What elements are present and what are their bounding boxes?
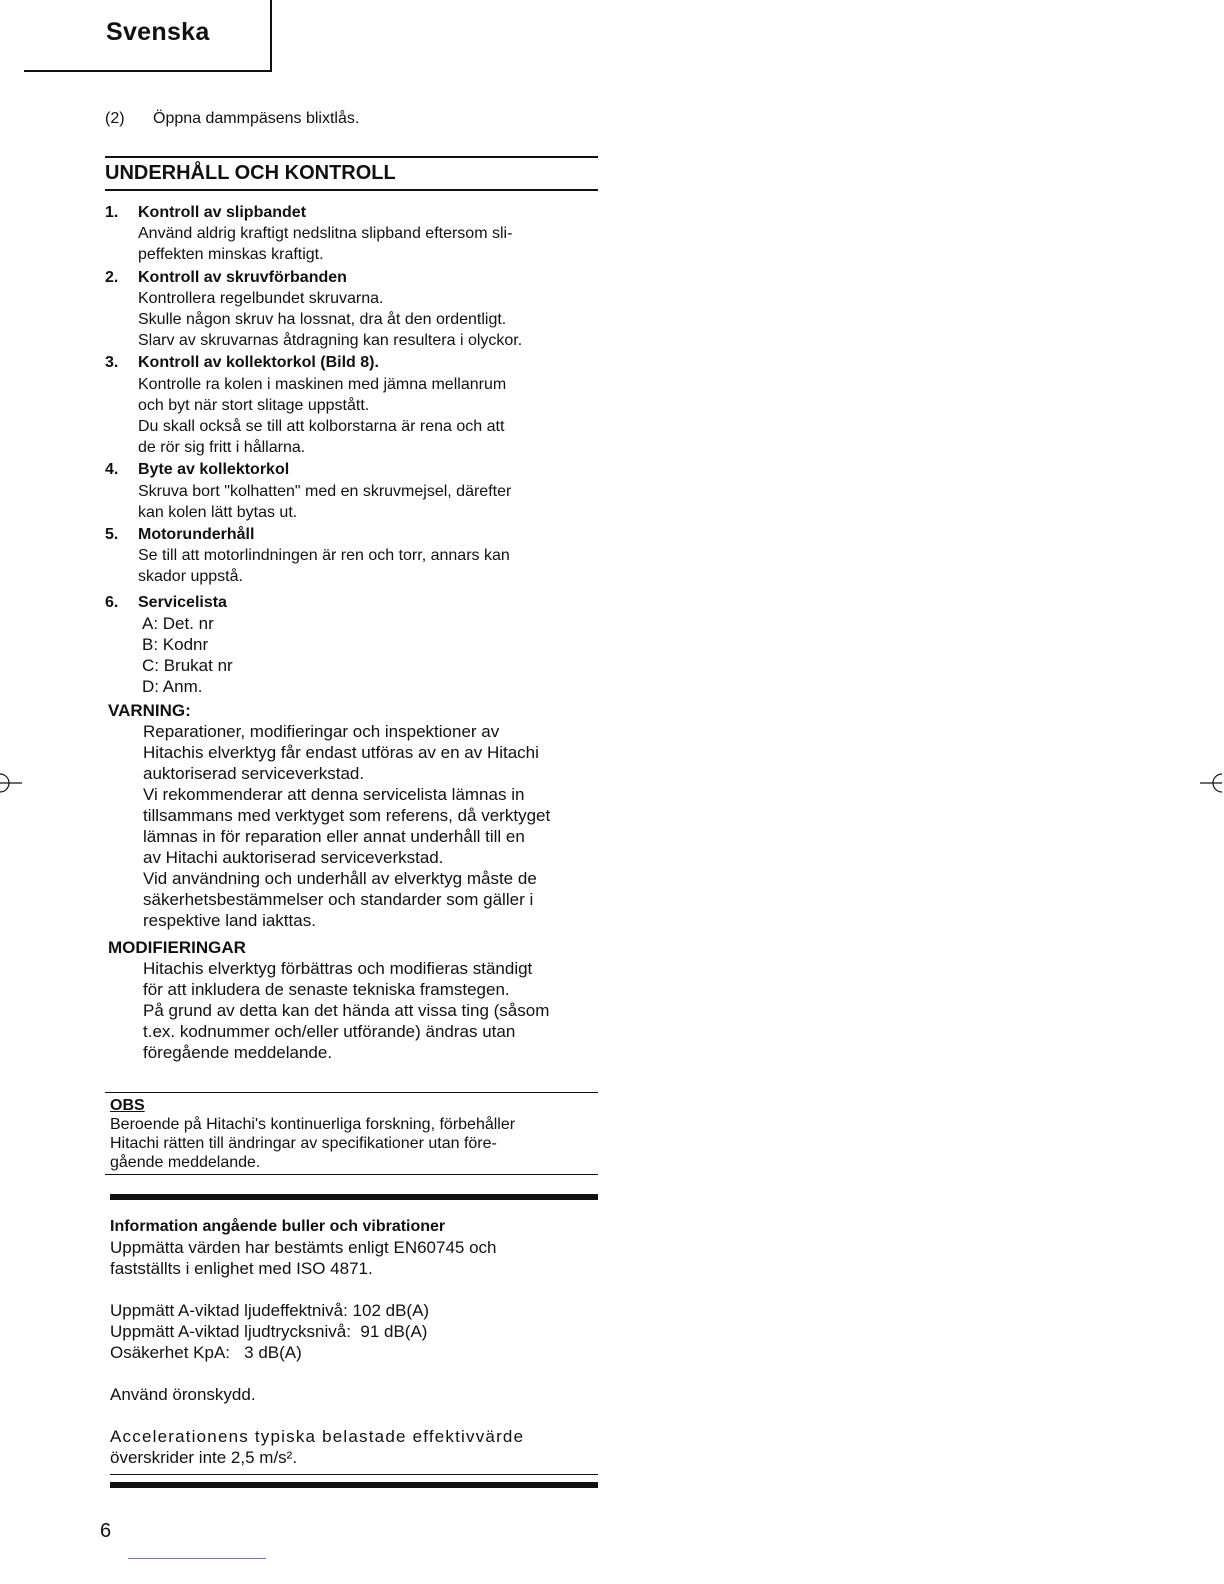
obs-heading: OBS <box>110 1097 145 1114</box>
info-thick-rule <box>110 1482 598 1488</box>
modifications-heading: MODIFIERINGAR <box>108 938 246 958</box>
list-item <box>105 524 600 588</box>
noise-line: Uppmätta värden har bestämts enligt EN60745 och <box>110 1238 497 1257</box>
step-instruction <box>105 110 359 128</box>
service-list-entry: A: Det. nr <box>142 613 214 633</box>
noise-measurement: Uppmätt A-viktad ljudeffektnivå: 102 dB(A) <box>110 1301 430 1320</box>
warning-line: Hitachis elverktyg får endast utföras av en av Hitachi <box>143 743 539 763</box>
list-item <box>105 267 600 352</box>
item-number: 3. <box>105 354 119 372</box>
warning-line: auktoriserad serviceverkstad. <box>143 764 365 784</box>
noise-measurement: Osäkerhet KpA: 3 dB(A) <box>110 1343 302 1362</box>
item-line: Se till att motorlindningen är ren och torr, annars kan <box>138 547 510 565</box>
page-number: 6 <box>100 1520 112 1542</box>
service-list <box>138 613 600 697</box>
warning-line: säkerhetsbestämmelser och standarder som gäller i <box>143 890 534 910</box>
obs-line: gående meddelande. <box>110 1154 261 1171</box>
step-number: (2) <box>105 110 125 127</box>
vibration-line: överskrider inte 2,5 m/s². <box>110 1448 298 1467</box>
item-heading: Kontroll av skruvförbanden <box>138 268 347 286</box>
service-list-entry: D: Anm. <box>142 676 203 696</box>
section-title: UNDERHÅLL OCH KONTROLL <box>105 162 396 184</box>
item-heading: Motorunderhåll <box>138 526 255 544</box>
section-bottom-rule <box>105 189 598 191</box>
item-line: Slarv av skruvarnas åtdragning kan resultera i olyckor. <box>138 332 523 350</box>
noise-heading: Information angående buller och vibrationer <box>110 1218 446 1235</box>
warning-line: Vid användning och underhåll av elverktyg måste de <box>143 869 537 889</box>
footer-line <box>128 1558 266 1559</box>
item-line: Kontrolle ra kolen i maskinen med jämna mellanrum <box>138 375 507 393</box>
warning-line: tillsammans med verktyget som referens, då verktyget <box>143 806 551 826</box>
modifications-line: för att inkludera de senaste tekniska framstegen. <box>143 980 510 1000</box>
info-bottom-rule <box>110 1474 598 1475</box>
item-line: de rör sig fritt i hållarna. <box>138 439 306 457</box>
modifications-line: t.ex. kodnummer och/eller utförande) ändras utan <box>143 1022 516 1042</box>
list-item <box>105 202 600 266</box>
warning-line: Vi rekommenderar att denna servicelista lämnas in <box>143 785 525 805</box>
list-item <box>105 459 600 523</box>
modifications-line: Hitachis elverktyg förbättras och modifieras ständigt <box>143 959 533 979</box>
vibration-line: Accelerationens typiska belastade effektivvärde <box>110 1427 525 1446</box>
crop-mark-icon <box>1200 772 1222 794</box>
noise-info <box>110 1216 600 1468</box>
service-list-entry: B: Kodnr <box>142 634 209 654</box>
noise-line: fastställts i enlighet med ISO 4871. <box>110 1259 373 1278</box>
language-tab <box>24 0 272 72</box>
item-line: Kontrollera regelbundet skruvarna. <box>138 289 384 307</box>
item-heading: Kontroll av kollektorkol (Bild 8). <box>138 354 379 372</box>
item-line: Du skall också se till att kolborstarna är rena och att <box>138 418 505 436</box>
list-item <box>105 592 600 697</box>
obs-note <box>110 1096 600 1172</box>
item-number: 1. <box>105 204 119 221</box>
noise-measurement: Uppmätt A-viktad ljudtrycksnivå: 91 dB(A) <box>110 1322 428 1341</box>
maintenance-list <box>105 202 600 1063</box>
warning-body <box>105 721 600 931</box>
modifications-line: föregående meddelande. <box>143 1043 333 1063</box>
item-line: och byt när stort slitage uppstått. <box>138 396 370 414</box>
modifications-body <box>105 958 600 1063</box>
list-item <box>105 352 600 458</box>
obs-bottom-rule <box>105 1174 598 1175</box>
obs-line: Hitachi rätten till ändringar av specifikationer utan före- <box>110 1135 497 1152</box>
item-line: Skruva bort "kolhatten" med en skruvmejsel, därefter <box>138 482 512 500</box>
language-label: Svenska <box>106 18 210 46</box>
service-list-entry: C: Brukat nr <box>142 655 233 675</box>
warning-line: av Hitachi auktoriserad serviceverkstad. <box>143 848 444 868</box>
crop-mark-icon <box>0 772 22 794</box>
warning-line: lämnas in för reparation eller annat underhåll till en <box>143 827 525 847</box>
item-number: 5. <box>105 526 119 544</box>
thick-divider <box>110 1194 598 1200</box>
warning-line: respektive land iakttas. <box>143 911 316 931</box>
item-heading: Kontroll av slipbandet <box>138 204 307 221</box>
item-line: Skulle någon skruv ha lossnat, dra åt den ordentligt. <box>138 311 507 329</box>
ear-protection-note: Använd öronskydd. <box>110 1385 256 1404</box>
item-line: Använd aldrig kraftigt nedslitna slipband eftersom sli- <box>138 225 513 243</box>
item-heading: Byte av kollektorkol <box>138 461 290 479</box>
section-top-rule <box>105 156 598 158</box>
obs-top-rule <box>105 1092 598 1093</box>
item-number: 2. <box>105 268 119 286</box>
modifications-line: På grund av detta kan det hända att vissa ting (såsom <box>143 1001 550 1021</box>
step-text: Öppna dammpäsens blixtlås. <box>153 110 360 127</box>
item-line: peffekten minskas kraftigt. <box>138 246 324 264</box>
item-number: 6. <box>105 593 119 611</box>
warning-heading: VARNING: <box>108 700 191 720</box>
warning-line: Reparationer, modifieringar och inspektioner av <box>143 722 500 742</box>
item-line: skador uppstå. <box>138 568 243 586</box>
obs-line: Beroende på Hitachi's kontinuerliga forskning, förbehåller <box>110 1116 516 1133</box>
item-heading: Servicelista <box>138 593 227 611</box>
item-line: kan kolen lätt bytas ut. <box>138 503 298 521</box>
item-number: 4. <box>105 461 119 479</box>
